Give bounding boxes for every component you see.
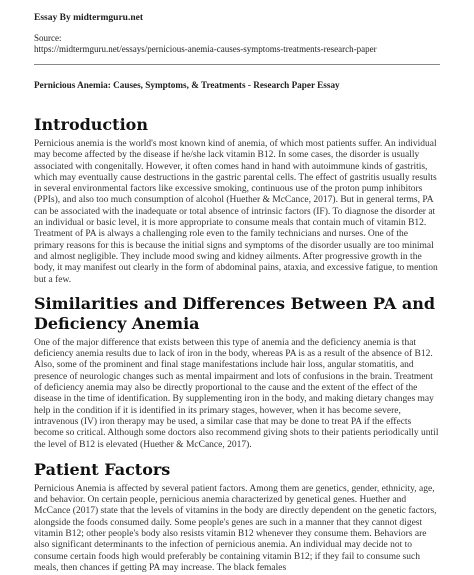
document-title: Pernicious Anemia: Causes, Symptoms, & Treatments - Research Paper Essay — [34, 80, 340, 90]
section-heading-similarities: Similarities and Differences Between PA and Deficiency Anemia — [34, 293, 436, 333]
section-text-patient-factors: Pernicious Anemia is affected by several patient factors. Among them are genetics, gender, ethnicity, age, and behavior. On certain people, pernicious anemia characterized by genetical genes. Huether and McCance (2017) state that the levels of vitamins in the body are directly dependent on the genetic factors, alongside the foods consumed daily. Some people's genes are such in a manner that they cannot digest vitamin B12; other people's body also resists vitamin B12 whenever they consume them. Behaviors are also significant determinants to the infection of pernicious anemia. An individual may decide not to consume certain foods high would preferably be containing vitamin B12; if they fail to consume such meals, then chances if getting PA may increase. The black females — [34, 483, 437, 573]
section-text-similarities: One of the major difference that exists between this type of anemia and the deficiency anemia is that deficiency anemia results due to lack of iron in the body, whereas PA is as a result of the absence of B12. Also, some of the prominent and final stage manifestations include hair loss, angular stomatitis, and presence of neurologic changes such as mental impairment and lots of confusions in the brain. Treatment of deficiency anemia may also be directly proportional to the cause and the extent of the effect of the disease in the time of identification. By supplementing iron in the body, and making dietary changes may help in the condition if it is identified in its primary stages, however, when it has become severe, intravenous (IV) iron therapy may be used, a similar case that may be done to treat PA if the effects become so critical. Although some doctors also recommend giving shots to their patients periodically until the level of B12 is elevated (Huether & McCance, 2017). — [34, 337, 439, 450]
header-divider — [34, 64, 440, 65]
essay-by-label: Essay By midtermguru.net — [34, 13, 143, 23]
source-url: https://midtermguru.net/essays/pernicious-anemia-causes-symptoms-treatments-research-paper — [34, 44, 377, 54]
source-label: Source: — [34, 33, 62, 43]
section-text-introduction: Pernicious anemia is the world's most known kind of anemia, of which most patients suffer. An individual may become affected by the disease if he/she lack vitamin B12. In some cases, the disorder is usually associated with congenitally. However, it often comes hand in hand with autoimmune kinds of gastritis, which may eventually cause destructions in the gastric parental cells. The effect of gastritis usually results in several environmental factors like excessive smoking, continuous use of the proton pump inhibitors (PPIs), and also too much consumption of alcohol (Huether & McCance, 2017). But in general terms, PA can be associated with the inadequate or total absence of intrinsic factors (IF). To diagnose the disorder at an individual or basic level, it is more appropriate to consume meals that contain much of vitamin B12. Treatment of PA is always a challenging role even to the family technicians and nurses. One of the primary reasons for this is because the initial signs and symptoms of the disorder usually are too minimal and almost negligible. They include mood swing and kidney ailments. After progressive growth in the body, it may manifest out clearly in the form of abdominal pains, ataxia, and excessive fatigue, to mention but a few. — [34, 139, 438, 285]
section-heading-introduction: Introduction — [34, 115, 148, 134]
section-heading-patient-factors: Patient Factors — [34, 459, 171, 479]
